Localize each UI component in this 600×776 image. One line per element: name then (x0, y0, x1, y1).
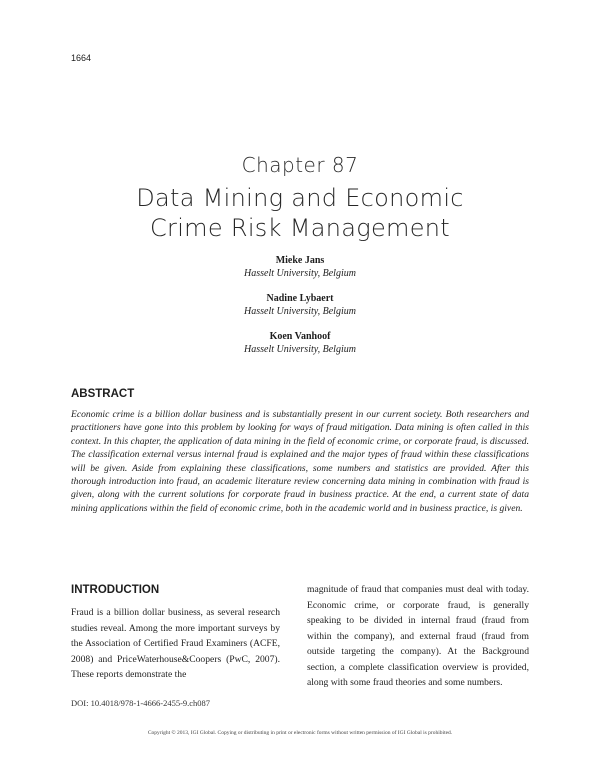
page-number: 1664 (71, 53, 92, 63)
doi-line: DOI: 10.4018/978-1-4666-2455-9.ch087 (71, 698, 211, 708)
introduction-right-column: magnitude of fraud that companies must deal with today. Economic crime, or corporate fraud, is generally speaking to be divided in internal fraud (fraud from within the company), and external fraud (fraud from outside targeting the company). At the Background section, a complete classification overview is provided, along with some fraud theories and some numbers. (307, 584, 529, 688)
author-list (0, 254, 600, 368)
copyright-notice: Copyright © 2013, IGI Global. Copying or distributing in print or electronic forms without written permission of IGI Global is prohibited. (147, 730, 453, 736)
chapter-label: Chapter 87 (241, 153, 359, 177)
author-affiliation: Hasselt University, Belgium (244, 344, 356, 355)
author-block (0, 292, 600, 318)
author-block (0, 330, 600, 356)
author-name: Koen Vanhoof (269, 331, 331, 342)
introduction-left-column: Fraud is a billion dollar business, as several research studies reveal. Among the more important surveys by the Association of Certified Fraud Examiners (ACFE, 2008) and PriceWaterhouse&Coopers (PwC, 2007). These reports demonstrate the (71, 607, 280, 680)
author-block (0, 254, 600, 280)
abstract-text: Economic crime is a billion dollar business and is substantially present in our current society. Both researchers and practitioners have gone into this problem by looking for ways of fraud mitigation. Data mining is often called in this context. In this chapter, the application of data mining in the field of economic crime, or corporate fraud, is discussed. The classification external versus internal fraud is explained and the major types of fraud within these classifications will be given. Aside from explaining these classifications, some numbers and statistics are provided. After this thorough introduction into fraud, an academic literature review concerning data mining in combination with fraud is given, along with the current solutions for corporate fraud in business practice. At the end, a current state of data mining applications within the field of economic crime, both in the academic world and in business practice, is given. (71, 409, 529, 514)
author-affiliation: Hasselt University, Belgium (244, 306, 356, 317)
author-name: Nadine Lybaert (266, 293, 334, 304)
title-line-1: Data Mining and Economic (136, 184, 464, 212)
chapter-title (0, 183, 600, 243)
author-affiliation: Hasselt University, Belgium (244, 268, 356, 279)
abstract-heading: ABSTRACT (71, 388, 135, 400)
author-name: Mieke Jans (275, 255, 325, 266)
title-line-2: Crime Risk Management (149, 214, 450, 242)
introduction-heading: INTRODUCTION (71, 584, 160, 596)
